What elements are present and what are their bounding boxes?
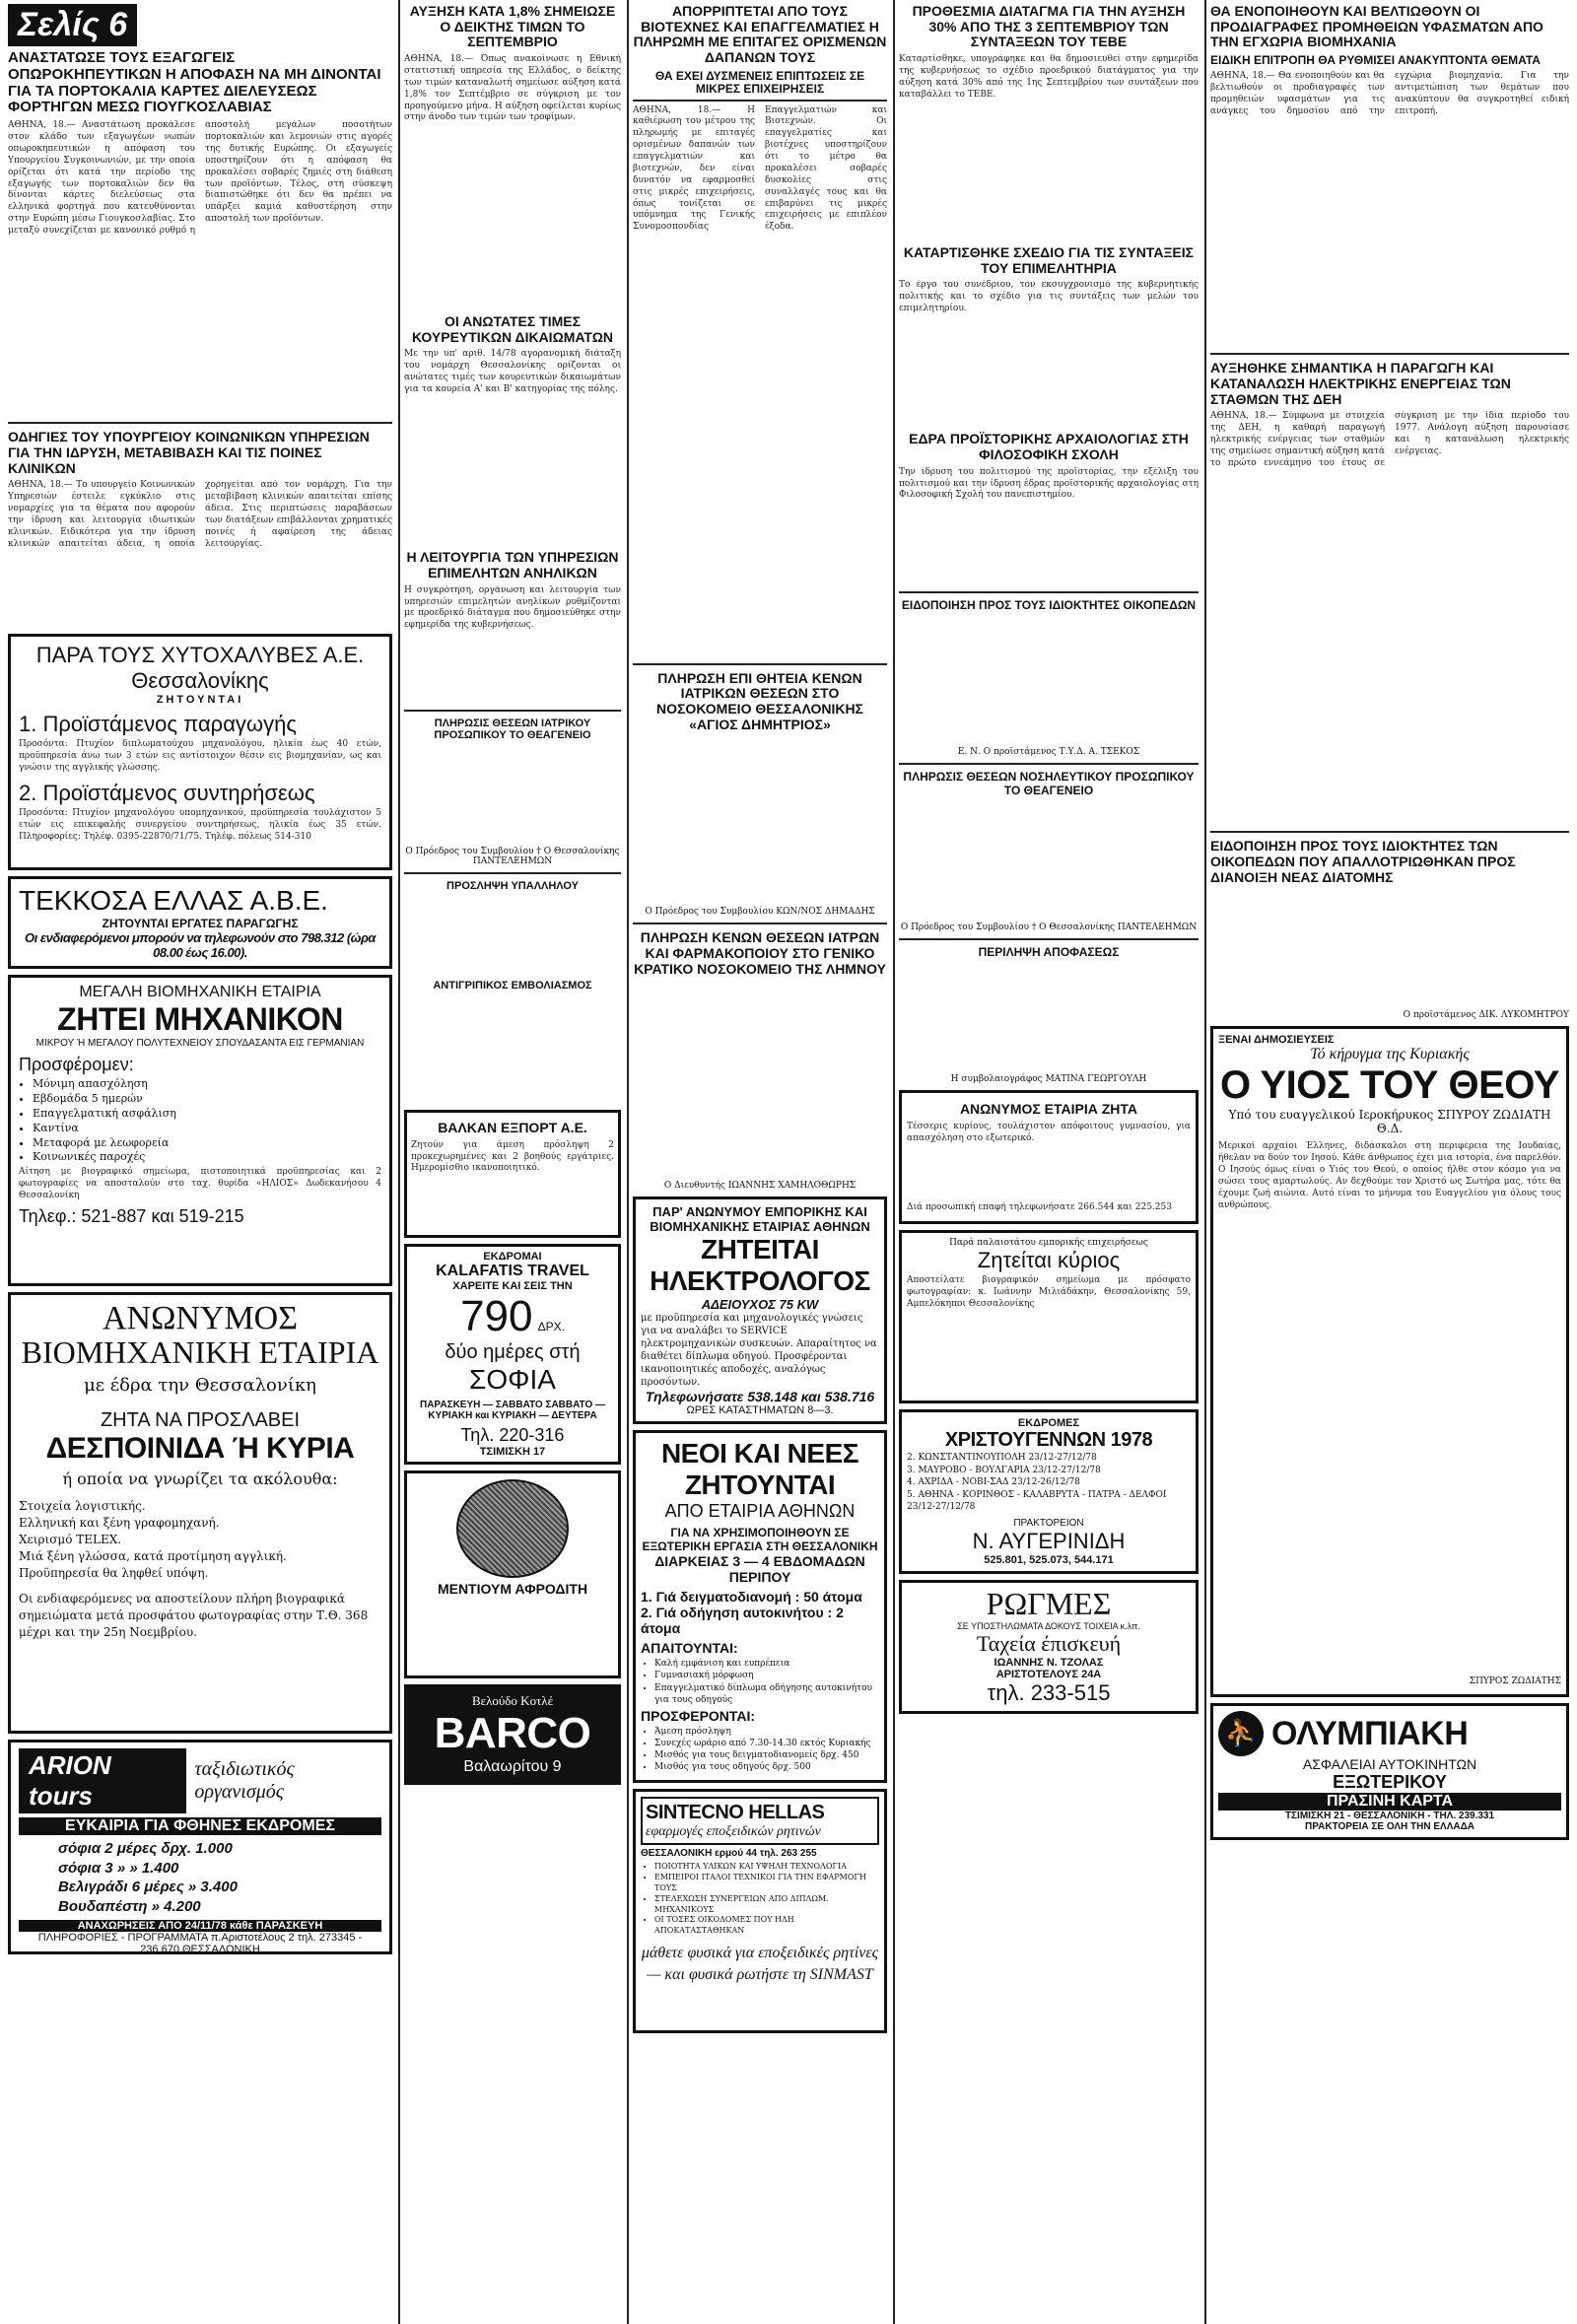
ad-brand: SINTECNO HELLAS (646, 1802, 825, 1824)
ad-brand: BARCO (434, 1709, 591, 1758)
ad-city: ΣΟΦΙΑ (469, 1363, 556, 1395)
ad-subtitle: ΑΣΦΑΛΕΙΑΙ ΑΥΤΟΚΙΝΗΤΩΝ (1302, 1756, 1477, 1773)
notice-signature: Ο Πρόεδρος του Συμβουλίου ΚΩΝ/ΝΟΣ ΔΗΜΑΔΗΣ (645, 907, 875, 918)
notice-body (404, 995, 621, 1104)
column-divider (893, 0, 895, 2324)
column-divider (627, 0, 629, 2324)
ad-address: ΤΣΙΜΙΣΚΗ 17 (479, 1445, 546, 1458)
ad-currency: ΔΡΧ. (537, 1319, 565, 1333)
ad-phone: Τηλεφ.: 521-887 και 519-215 (19, 1205, 244, 1226)
ad-address: ΘΕΣΣΑΛΟΝΙΚΗ ερμού 44 τηλ. 263 255 (641, 1848, 817, 1860)
ad-who: ΔΕΣΠΟΙΝΙΔΑ Ή ΚΥΡΙΑ (45, 1432, 355, 1466)
job-text: Προσόντα: Πτυχίον μηχανολόγου υπομηχανικού, προϋπηρεσία τουλάχιστον 5 ετών εις επικεφαλής συνεργείου συντηρήσεως, ηλικία έως 35 ετών. Πληροφορίες: Τηλέφ. 0395-22870/71/75. Τηλέφ. πόλεως 514-310 (19, 807, 381, 842)
ad-secretary (8, 1292, 392, 1734)
article-headline: ΟΔΗΓΙΕΣ ΤΟΥ ΥΠΟΥΡΓΕΙΟΥ ΚΟΙΝΩΝΙΚΩΝ ΥΠΗΡΕΣΙΩΝ ΓΙΑ ΤΗΝ ΙΔΡΥΣΗ, ΜΕΤΑΒΙΒΑΣΗ ΚΑΙ ΤΙΣ ΠΟΙΝΕΣ ΚΛΙΝΙΚΩΝ (8, 429, 370, 476)
list-item: • Συνεχές ωράριο από 7.30-14.30 εκτός Κυριακής (654, 1738, 879, 1749)
notice-signature: Ε. Ν. Ο προϊστάμενος Τ.Υ.Δ. Α. ΤΣΕΚΟΣ (957, 747, 1140, 758)
notice-body (899, 616, 1199, 744)
article-body: Την ίδρυση του πολιτισμού της προϊστορίας, την εξέλιξη του πολιτισμού και την ίδρυση έδρας προϊστορικής αρχαιολογίας στη Φιλοσοφική Σχολή του πανεπιστημίου. (899, 466, 1199, 501)
article-headline: ΑΥΞΗΘΗΚΕ ΣΗΜΑΝΤΙΚΑ Η ΠΑΡΑΓΩΓΗ ΚΑΙ ΚΑΤΑΝΑΛΩΣΗ ΗΛΕΚΤΡΙΚΗΣ ΕΝΕΡΓΕΙΑΣ ΤΩΝ ΣΤΑΘΜΩΝ ΤΗΣ ΔΕΗ (1210, 360, 1511, 407)
ad-address: ΑΡΙΣΤΟΤΕΛΟΥΣ 24Α (995, 1668, 1102, 1680)
portrait-photo (456, 1479, 569, 1578)
article-headline: ΕΔΡΑ ΠΡΟΪΣΤΟΡΙΚΗΣ ΑΡΧΑΙΟΛΟΓΙΑΣ ΣΤΗ ΦΙΛΟΣΟΦΙΚΗ ΣΧΟΛΗ (909, 431, 1189, 463)
ad-title: ΧΡΙΣΤΟΥΓΕΝΝΩΝ 1978 (944, 1429, 1153, 1451)
ad-subtitle: ΖΗΤΟΥΝΤΑΙ (156, 694, 244, 707)
ad-address: ΤΣΙΜΙΣΚΗ 21 - ΘΕΣΣΑΛΟΝΙΚΗ - ΤΗΛ. 239.331 (1284, 1811, 1495, 1822)
article-body (633, 981, 887, 1178)
article-headline: ΕΙΔΟΠΟΙΗΣΗ ΠΡΟΣ ΤΟΥΣ ΙΔΙΟΚΤΗΤΕΣ ΤΩΝ ΟΙΚΟΠΕΔΩΝ ΠΟΥ ΑΠΑΛΛΟΤΡΙΩΘΗΚΑΝ ΠΡΟΣ ΔΙΑΝΟΙΞΗ ΝΕΑΣ ΔΙΑΤΟΜΗΣ (1210, 838, 1516, 885)
job-text: Προσόντα: Πτυχίον διπλωματούχου μηχανολόγου, ηλικία έως 40 ετών, προϋπηρεσία άνω των 3 ετών εις αντίστοιχον θέσιν εις βιομηχανίαν, ως και γνώσιν της αγγλικής γλώσσης. (19, 739, 381, 773)
ad-agency: Ν. ΑΥΓΕΡΙΝΙΔΗ (972, 1528, 1126, 1553)
column-5 (1210, 0, 1569, 2324)
ad-info: ΠΛΗΡΟΦΟΡΙΕΣ - ΠΡΟΓΡΑΜΜΑΤΑ π.Αριστοτέλους 2 τηλ. 273345 - 236.670 ΘΕΣΣΑΛΟΝΙΚΗ (37, 1932, 363, 1956)
ad-subtitle: ΕΞΩΤΕΡΙΚΟΥ (1333, 1772, 1447, 1793)
ad-footer: ΠΡΑΚΤΟΡΕΙΑ ΣΕ ΟΛΗ ΤΗΝ ΕΛΛΑΔΑ (1304, 1821, 1475, 1833)
ad-young-people (633, 1430, 887, 1783)
notice-body (404, 745, 621, 844)
trip-row: 4. ΑΧΡΙΔΑ - ΝΟΒΙ-ΣΑΔ 23/12-26/12/78 (907, 1477, 1080, 1488)
ad-seek: ΖΗΤΑ ΝΑ ΠΡΟΣΛΑΒΕΙ (100, 1409, 301, 1432)
list-item: • ΟΙ ΤΟΣΕΣ ΟΙΚΟΔΟΜΕΣ ΠΟΥ ΗΔΗ ΑΠΟΚΑΤΑΣΤΑΘΗΚΑΝ (654, 1915, 879, 1937)
article-body: Μερικοί αρχαίοι Έλληνες, διδάσκαλοι στη περιφέρεια της Ιουδαίας, ήθελαν να δούν τον Ιησού. Κάθε άνθρωπος έχει μια ιστορία, ένα παρελθόν. Ο Ιησούς όμως είναι ο Υιός του Θεού, ο οποίος ήλθε στον κόσμο για να σώσει τους αμαρτωλούς. Αν δεχθούμε τον Χριστό ως Σωτήρα μας, τότε θα έχουμε ζωή αιώνια. Αυτό είναι το μήνυμα του Ευαγγελίου για όλους τους ανθρώπους. (1218, 1141, 1561, 1210)
article-body: Η συγκρότηση, οργάνωση και λειτουργία των υπηρεσιών επιμελητών ανηλίκων ρυθμίζονται με προεδρικό διάταγμα που δημοσιεύθηκε στην εφημερίδα της κυβερνήσεως. (404, 584, 621, 631)
notice-signature: Ο Διευθυντής ΙΩΑΝΝΗΣ ΧΑΜΗΛΟΘΩΡΗΣ (663, 1181, 857, 1192)
list-item: • Επαγγελματικό δίπλωμα οδήγησης αυτοκινήτου για τους οδηγούς (654, 1682, 879, 1706)
ad-title: ΜΕΝΤΙΟΥΜ ΑΦΡΟΔΙΤΗ (437, 1580, 588, 1597)
article-body (1210, 889, 1569, 1007)
list-item: Χειρισμό TELEX. (19, 1533, 122, 1547)
ad-body: με προϋπηρεσία και μηχανολογικές γνώσεις για να αναλάβει το SERVICE ηλεκτρομηχανικών συσκευών. Απαραίτητος να διαθέτει δίπλωμα οδηγού. Προσφέρονται ικανοποιητικές αποδοχές, αναλόγως προσόντων. (641, 1313, 877, 1389)
ad-aphrodite (404, 1470, 621, 1679)
article-body: ΑΘΗΝΑ, 18.— Όπως ανακοίνωσε η Εθνική στατιστική υπηρεσία της Ελλάδος, ο δείκτης των τιμών καταναλωτή σημείωσε αύξηση κατά 1,8% τον Σεπτέμβριο σε σύγκριση με τον προηγούμενο μήνα. Η αύξηση οφείλεται κυρίως στην άνοδο των τιμών των τροφίμων. (404, 54, 621, 123)
ad-body (411, 1601, 614, 1670)
ad-brand: ΟΛΥΜΠΙΑΚΗ (1271, 1714, 1469, 1752)
article-body: Με την υπ' αριθ. 14/78 αγορανομική διάταξη του νομάρχη Θεσσαλονίκης ορίζονται οι ανώτατες τιμές των κουρευτικών δικαιωμάτων για τα κουρεία Α' και Β' κατηγορίας της πόλης. (404, 349, 621, 394)
section-masthead (8, 4, 392, 46)
list-item: • Μόνιμη απασχόληση (33, 1077, 381, 1092)
ad-pretitle: ΕΚΔΡΟΜΑΙ (483, 1250, 542, 1263)
notice-body (899, 963, 1199, 1071)
ad-card: ΠΡΑΣΙΝΗ ΚΑΡΤΑ (1218, 1793, 1561, 1811)
ad-title: ΑΝΩΝΥΜΟΣ ΕΤΑΙΡΙΑ ΖΗΤΑ (959, 1101, 1138, 1118)
price-row: σόφια 2 μέρες δρχ. 1.000 (58, 1840, 233, 1858)
article-body: ΑΘΗΝΑ, 18.— Το υπουργείο Κοινωνικών Υπηρεσιών έστειλε εγκύκλιο στις νομαρχίες για τα θέματα που αφορούν την ίδρυση και λειτουργία ιδιωτικών κλινικών. Ειδικότερα για την ίδρυση κλινικών απαιτείται άδεια, η οποία χορηγείται από τον νομάρχη. Για την μεταβίβαση κλινικών απαιτείται επίσης άδεια. Στις περιπτώσεις παραβάσεων των διατάξεων επιβάλλονται χρηματικές ποινές ή αφαίρεση της άδειας λειτουργίας. (8, 480, 392, 549)
article-headline: ΑΝΑΣΤΑΤΩΣΕ ΤΟΥΣ ΕΞΑΓΩΓΕΙΣ ΟΠΩΡΟΚΗΠΕΥΤΙΚΩΝ Η ΑΠΟΦΑΣΗ ΝΑ ΜΗ ΔΙΝΟΝΤΑΙ ΓΙΑ ΤΑ ΠΟΡΤΟΚΑΛΙΑ ΚΑΡΤΕΣ ΔΙΕΛΕΥΣΕΩΣ ΦΟΡΤΗΓΩΝ ΜΕΣΩ ΓΙΟΥΓΚΟΣΛΑΒΙΑΣ (8, 49, 381, 116)
list-item: • Μισθός για τους δειγματοδιανομείς δρχ. 450 (654, 1749, 879, 1761)
req-list (654, 1658, 879, 1706)
list-item: Ελληνική και ξένη γραφομηχανή. (19, 1516, 220, 1531)
ad-subtitle: ΣΕ ΥΠΟΣΤΗΛΩΜΑΤΑ ΔΟΚΟΥΣ ΤΟΙΧΕΙΑ κ.λπ. (957, 1620, 1140, 1631)
article-body: Το έργο του συνέδριου, τον εκσυγχρονισμό της κυβερνητικής πολιτικής και το σχέδιο για τις συντάξεις των μελών του επιμελητηρίου. (899, 280, 1199, 314)
ad-subtitle: με έδρα την Θεσσαλονίκη (84, 1375, 316, 1397)
ad-hours: ΩΡΕΣ ΚΑΤΑΣΤΗΜΑΤΩΝ 8—3. (686, 1404, 834, 1417)
list-item: Στοιχεία λογιστικής. (19, 1499, 146, 1514)
article-body: ΑΘΗΝΑ, 18.— Αναστάτωση προκάλεσε στον κλάδο των εξαγωγέων νωπών οπωροκηπευτικών η απόφαση του Υπουργείου Συγκοινωνιών, με την οποία ορίζεται ότι κατά την περίοδο της εξαγωγής των πορτοκαλιών δεν θα δίνονται κάρτες διελεύσεως στα ελληνικά φορτηγά που κατευθύνονται στην Ευρώπη μέσω Γιουγκοσλαβίας. Στο μεταξύ συνεχίζεται με κανονικό ρυθμό η αποστολή μεγάλων ποσοτήτων πορτοκαλιών και λεμονιών στις αγορές της δυτικής Ευρώπης. Οι εξαγωγείς υποστηρίζουν ότι η απόφαση θα προκαλέσει σοβαρές ζημιές στη διάθεση των προϊόντων. Τέλος, στη σύσκεψη διαπιστώθηκε ότι δεν θα πρέπει να υπάρξει καμιά καθυστέρηση στην αποστολή των προϊόντων. (8, 120, 392, 237)
job-title: 2. Προϊστάμενος συντηρήσεως (19, 780, 315, 805)
column-3 (633, 0, 887, 2324)
ad-line: Ταχεία έπισκευή (976, 1630, 1122, 1656)
ad-cracks (899, 1580, 1199, 1714)
ad-title: ΒΑΛΚΑΝ ΕΞΠΟΡΤ Α.Ε. (438, 1119, 587, 1135)
article-headline: ΠΛΗΡΩΣΗ ΕΠΙ ΘΗΤΕΙΑ ΚΕΝΩΝ ΙΑΤΡΙΚΩΝ ΘΕΣΕΩΝ ΣΤΟ ΝΟΣΟΚΟΜΕΙΟ ΘΕΣΣΑΛΟΝΙΚΗΣ «ΑΓΙΟΣ ΔΗΜΗΤΡΙΟΣ» (656, 669, 863, 732)
article-signature: ΣΠΥΡΟΣ ΖΩΔΙΑΤΗΣ (1469, 1676, 1561, 1687)
list-item: • Μισθός για τους οδηγούς δρχ. 500 (654, 1761, 879, 1773)
article-body (633, 736, 887, 904)
list-item: Μιά ξένη γλώσσα, κατά προτίμηση αγγλική. (19, 1548, 287, 1563)
column-1 (8, 0, 392, 2324)
job-title: 1. Προϊστάμενος παραγωγής (19, 712, 297, 737)
article-headline: Η ΛΕΙΤΟΥΡΓΙΑ ΤΩΝ ΥΠΗΡΕΣΙΩΝ ΕΠΙΜΕΛΗΤΩΝ ΑΝΗΛΙΚΩΝ (406, 549, 619, 581)
notice-headline: ΠΕΡΙΛΗΨΗ ΑΠΟΦΑΣΕΩΣ (978, 945, 1120, 960)
ad-christmas-trips (899, 1409, 1199, 1574)
column-4 (899, 0, 1199, 2324)
article-body: ΑΘΗΝΑ, 18.— Η καθιέρωση του μέτρου της πληρωμής με επιταγές ορισμένων δαπανών των επαγγελματιών και βιοτεχνών, δεν είναι δυνατόν να εφαρμοσθεί στις μικρές επιχειρήσεις, όπως τονίζεται σε υπόμνημα της Γενικής Συνομοσπονδίας Επαγγελματιών και Βιοτεχνών. Οι επαγγελματίες και βιοτέχνες υποστηρίζουν ότι το μέτρο θα προκαλέσει σοβαρές δυσκολίες στις συναλλαγές τους και θα επιβαρύνει τις μικρές επιχειρήσεις με επιπλέον έξοδα. (633, 104, 887, 233)
ad-subtitle: ΖΗΤΟΥΝΤΑΙ ΕΡΓΑΤΕΣ ΠΑΡΑΓΩΓΗΣ (102, 917, 299, 931)
list-item: • Άμεση πρόσληψη (654, 1726, 879, 1738)
list-item: • Κοινωνικές παροχές (33, 1150, 381, 1165)
ad-tagline: ταξιδιωτικός οργανισμός (194, 1758, 295, 1804)
article-byline: Υπό του ευαγγελικού Ιεροκήρυκος ΣΠΥΡΟΥ ΖΩΔΙΑΤΗ Θ.Δ. (1228, 1108, 1551, 1136)
ad-title: ΖΗΤΕΙ ΜΗΧΑΝΙΚΟΝ (57, 1001, 343, 1038)
offer-list (33, 1077, 381, 1165)
list-item: • ΣΤΕΛΕΧΩΣΗ ΣΥΝΕΡΓΕΙΩΝ ΑΠΟ ΔΙΠΛΩΜ. ΜΗΧΑΝΙΚΟΥΣ (654, 1894, 879, 1916)
ad-title: ΒΙΟΜΗΧΑΝΙΚΗ ΕΤΑΙΡΙΑ (21, 1333, 379, 1370)
ad-headline: ΕΥΚΑΙΡΙΑ ΓΙΑ ΦΘΗΝΕΣ ΕΚΔΡΟΜΕΣ (19, 1817, 381, 1835)
ad-pretitle: Βελούδο Κοτλέ (471, 1693, 554, 1709)
section-label: Σελίς 6 (8, 4, 137, 46)
ad-line: ΧΑΡΕΙΤΕ ΚΑΙ ΣΕΙΣ ΤΗΝ (452, 1279, 573, 1292)
notice-headline: ΠΡΟΣΛΗΨΗ ΥΠΑΛΛΗΛΟΥ (446, 880, 579, 893)
offer-list (654, 1726, 879, 1774)
ad-title: ΡΩΓΜΕΣ (986, 1585, 1112, 1621)
price-row: Βουδαπέστη » 4.200 (58, 1897, 201, 1915)
runner-icon: ⛹ (1218, 1711, 1264, 1756)
ad-seeking-man (899, 1230, 1199, 1403)
ad-brand: KALAFATIS TRAVEL (436, 1262, 589, 1279)
ad-subtitle: ΜΙΚΡΟΥ Ή ΜΕΓΑΛΟΥ ΠΟΛΥΤΕΧΝΕΙΟΥ ΣΠΟΥΔΑΣΑΝΤΑ ΕΙΣ ΓΕΡΜΑΝΙΑΝ (35, 1038, 365, 1050)
list-item: • ΕΜΠΕΙΡΟΙ ΙΤΑΛΟΙ ΤΕΧΝΙΚΟΙ ΓΙΑ ΤΗΝ ΕΦΑΡΜΟΓΗ ΤΟΥΣ (654, 1873, 879, 1894)
ad-pretitle: ΜΕΓΑΛΗ ΒΙΟΜΗΧΑΝΙΚΗ ΕΤΑΙΡΙΑ (79, 984, 321, 1001)
ad-title: ΑΠΟ ΕΤΑΙΡΙΑ ΑΘΗΝΩΝ (664, 1501, 856, 1522)
article-title: Ο ΥΙΟΣ ΤΟΥ ΘΕΟΥ (1219, 1063, 1559, 1108)
list-item: • Καντίνα (33, 1122, 381, 1136)
article-subheadline: ΕΙΔΙΚΗ ΕΠΙΤΡΟΠΗ ΘΑ ΡΥΘΜΙΣΕΙ ΑΝΑΚΥΠΤΟΝΤΑ ΘΕΜΑΤΑ (1210, 53, 1541, 68)
article-headline: ΠΛΗΡΩΣΗ ΚΕΝΩΝ ΘΕΣΕΩΝ ΙΑΤΡΩΝ ΚΑΙ ΦΑΡΜΑΚΟΠΟΙΟΥ ΣΤΟ ΓΕΝΙΚΟ ΚΡΑΤΙΚΟ ΝΟΣΟΚΟΜΕΙΟ ΤΗΣ ΛΗΜΝΟΥ (634, 929, 886, 977)
column-2 (404, 0, 621, 2324)
notice-signature: Η συμβολαιογράφος ΜΑΤΙΝΑ ΓΕΩΡΓΟΥΛΗ (950, 1074, 1147, 1085)
ad-duration: ΔΙΑΡΚΕΙΑΣ 3 — 4 ΕΒΔΟΜΑΔΩΝ ΠΕΡΙΠΟΥ (654, 1553, 865, 1586)
ad-body: Αποστείλατε βιογραφικόν σημείωμα με πρόσφατο φωτογραφίαν: κ. Ιωάννην Μιλιάδάκην, Θεσσαλονίκης 59, Αμπελόκηποι Θεσσαλονίκης (907, 1275, 1191, 1309)
ad-text: Οι ενδιαφερόμενοι μπορούν να τηλεφωνούν στο 798.312 (ώρα 08.00 έως 16.00). (25, 930, 376, 961)
trip-row: 5. ΑΘΗΝΑ - ΚΟΡΙΝΘΟΣ - ΚΑΛΑΒΡΥΤΑ - ΠΑΤΡΑ - ΔΕΛΦΟΙ 23/12-27/12/78 (907, 1489, 1167, 1513)
list-item: Προϋπηρεσία θα ληφθεί υπόψη. (19, 1565, 209, 1580)
column-divider (398, 0, 400, 2324)
list-item: • Καλή εμφάνιση και ευπρέπεια (654, 1658, 879, 1670)
article-headline: ΠΡΟΘΕΣΜΙΑ ΔΙΑΤΑΓΜΑ ΓΙΑ ΤΗΝ ΑΥΞΗΣΗ 30% ΑΠΟ ΤΗΣ 3 ΣΕΠΤΕΜΒΡΙΟΥ ΤΩΝ ΣΥΝΤΑΞΕΩΝ ΤΟΥ ΤΕΒΕ (912, 3, 1186, 50)
trip-row: 3. ΜΑΥΡΟΒΟ - ΒΟΥΛΓΑΡΙΑ 23/12-27/12/78 (907, 1465, 1101, 1475)
ad-text: Αίτηση με βιογραφικό σημείωμα, πιστοποιητικά προϋπηρεσίας και 2 φωτογραφίες να αποσταλούν στο ταχ. θυρίδα «ΗΛΙΟΣ» Δωδεκανήσου 4 Θεσσαλονίκη (19, 1167, 381, 1201)
section-label: ΞΕΝΑΙ ΔΗΜΟΣΙΕΥΣΕΙΣ (1218, 1034, 1335, 1047)
ad-slogan: μάθετε φυσικά για εποξειδικές ρητίνες — και φυσικά ρωτήστε τη SINMAST (641, 1944, 879, 1984)
feature-list (654, 1862, 879, 1937)
ad-pretitle: Παρά παλαιοτάτου εμπορικής επιχειρήσεως (949, 1238, 1148, 1248)
ad-pretitle: ΕΚΔΡΟΜΕΣ (1017, 1417, 1080, 1429)
ad-subtitle: ΑΔΕΙΟΥΧΟΣ 75 KW (701, 1297, 819, 1313)
article-headline: ΚΑΤΑΡΤΙΣΘΗΚΕ ΣΧΕΔΙΟ ΓΙΑ ΤΙΣ ΣΥΝΤΑΞΕΙΣ ΤΟΥ ΕΠΙΜΕΛΗΤΗΡΙΑ (903, 244, 1195, 276)
ad-body: Τέσσερις κυρίους, τουλάχιστον απόφοιτους γυμνασίου, για απασχόληση στο εξωτερικό. (907, 1122, 1191, 1143)
ad-olympiaki (1210, 1703, 1569, 1840)
list-item: • Επαγγελματική ασφάλιση (33, 1107, 381, 1122)
price-row: σόφια 3 » » 1.400 (58, 1859, 179, 1877)
notice-signature: Ο προϊστάμενος ΔΙΚ. ΛΥΚΟΜΗΤΡΟΥ (1403, 1010, 1569, 1021)
trip-row: 2. ΚΩΝΣΤΑΝΤΙΝΟΥΠΟΛΗ 23/12-27/12/78 (907, 1453, 1097, 1463)
ad-title: ΑΝΩΝΥΜΟΣ (102, 1300, 299, 1337)
price-row: Βελιγράδι 6 μέρες » 3.400 (58, 1879, 238, 1896)
price-list (19, 1839, 381, 1916)
ad-row: 2. Γιά οδήγηση αυτοκινήτου : 2 άτομα (641, 1605, 844, 1637)
offer-label: Προσφέρομεν: (19, 1055, 134, 1075)
req-list (19, 1498, 381, 1581)
sermon-article (1210, 1026, 1569, 1697)
notice-headline: ΕΙΔΟΠΟΙΗΣΗ ΠΡΟΣ ΤΟΥΣ ΙΔΙΟΚΤΗΤΕΣ ΟΙΚΟΠΕΔΩΝ (901, 597, 1197, 612)
article-headline: ΘΑ ΕΝΟΠΟΙΗΘΟΥΝ ΚΑΙ ΒΕΛΤΙΩΘΟΥΝ ΟΙ ΠΡΟΔΙΑΓΡΑΦΕΣ ΠΡΟΜΗΘΕΙΩΝ ΥΦΑΣΜΑΤΩΝ ΑΠΟ ΤΗΝ ΕΓΧΩΡΙΑ ΒΙΟΜΗΧΑΝΙΑ (1210, 3, 1543, 50)
ad-kalafatis (404, 1244, 621, 1465)
ad-phone: τηλ. 233-515 (987, 1679, 1111, 1705)
ad-title: ΠΑΡΑ ΤΟΥΣ ΧΥΤΟΧΑΛΥΒΕΣ Α.Ε. Θεσσαλονίκης (35, 643, 365, 694)
ad-subtitle: ΓΙΑ ΝΑ ΧΡΗΣΙΜΟΠΟΙΗΘΟΥΝ ΣΕ ΕΞΩΤΕΡΙΚΗ ΕΡΓΑΣΙΑ ΣΤΗ ΘΕΣΣΑΛΟΝΙΚΗ (642, 1526, 878, 1554)
ad-agency-label: ΠΡΑΚΤΟΡΕΙΟΝ (1013, 1517, 1084, 1529)
list-item: • Μεταφορά με λεωφορεία (33, 1136, 381, 1151)
notice-headline: ΑΝΤΙΓΡΙΠΙΚΟΣ ΕΜΒΟΛΙΑΣΜΟΣ (433, 979, 592, 991)
list-item: • Γυμνασιακή μόρφωση (654, 1670, 879, 1681)
trip-list (907, 1452, 1191, 1514)
ad-phone: Διά προσωπική επαφή τηλεφωνήσατε 266.544 και 225.253 (907, 1202, 1172, 1213)
article-headline: ΑΥΞΗΣΗ ΚΑΤΑ 1,8% ΣΗΜΕΙΩΣΕ Ο ΔΕΙΚΤΗΣ ΤΙΜΩΝ ΤΟ ΣΕΠΤΕΜΒΡΙΟ (409, 3, 616, 50)
ad-name: ΙΩΑΝΝΗΣ Ν. ΤΖΟΛΑΣ (994, 1656, 1104, 1669)
notice-headline: ΠΛΗΡΩΣΙΣ ΘΕΣΕΩΝ ΙΑΤΡΙΚΟΥ ΠΡΟΣΩΠΙΚΟΥ ΤΟ ΘΕΑΓΕΝΕΙΟ (434, 717, 591, 742)
ad-pretitle: ΠΑΡ' ΑΝΩΝΥΜΟΥ ΕΜΠΟΡΙΚΗΣ ΚΑΙ ΒΙΟΜΗΧΑΝΙΚΗΣ ΕΤΑΙΡΙΑΣ ΑΘΗΝΩΝ (650, 1204, 870, 1235)
column-divider (1204, 0, 1206, 2324)
notice-signature: Ο Πρόεδρος του Συμβουλίου † Ο Θεσσαλονίκης ΠΑΝΤΕΛΕΗΜΩΝ (405, 847, 620, 867)
ad-title: Ζητείται κύριος (977, 1248, 1121, 1272)
ad-days: δύο ημέρες στή (445, 1340, 581, 1363)
ad-subtitle: εφαρμογές εποξειδικών ρητινών (646, 1824, 821, 1840)
ad-anonymous-company (899, 1090, 1199, 1224)
article-body: ΑΘΗΝΑ, 18.— Σύμφωνα με στοιχεία της ΔΕΗ, η καθαρή παραγωγή ηλεκτρικής ενέργειας των σταθμών της σημείωσε σημαντική αύξηση κατά το πρώτο εννεάμηνο του έτους σε σύγκριση με την ίδια περίοδο του 1977. Ανάλογη αύξηση παρουσίασε και η κατανάλωση ηλεκτρικής ενέργειας. (1210, 411, 1569, 468)
ad-balkan-export (404, 1110, 621, 1238)
ad-arion (8, 1740, 392, 1954)
ad-xytoxalyves (8, 634, 392, 870)
ad-address: Βαλαωρίτου 9 (463, 1758, 562, 1776)
ad-price: 790 (460, 1291, 533, 1340)
ad-phone: Τηλεφωνήσατε 538.148 και 538.716 (645, 1389, 875, 1405)
offer-label: ΠΡΟΣΦΕΡΟΝΤΑΙ: (641, 1707, 756, 1724)
ad-row: 1. Γιά δειγματοδιανομή : 50 άτομα (641, 1589, 862, 1606)
ad-body: Ζητούν για άμεση πρόσληψη 2 προκεχωρημένες και 2 βοηθούς εργάτριες. Ημερομίσθιο ικανοποιητικό. (411, 1139, 614, 1174)
ad-electrician (633, 1196, 887, 1424)
article-body: Καταρτίσθηκε, υπογράφηκε και θα δημοσιευθεί στην εφημερίδα της κυβερνήσεως το σχέδιο προεδρικού διατάγματος για την αύξηση κατά 30% από της 1ης Σεπτεμβρίου των συντάξεων που καταβάλλει το ΤΕΒΕ. (899, 54, 1199, 100)
article-body: ΑΘΗΝΑ, 18.— Θα ενοποιηθούν και θα βελτιωθούν οι προδιαγραφές των προμηθειών υφασμάτων για τις ανάγκες του δημοσίου από την εγχώρια βιομηχανία. Για την αντιμετώπιση των θεμάτων που ανακύπτουν θα συγκροτηθεί ειδική επιτροπή. (1210, 71, 1569, 117)
ad-req: ή οποία να γνωρίζει τα ακόλουθα: (62, 1470, 338, 1489)
list-item: • ΠΟΙΟΤΗΤΑ ΥΛΙΚΩΝ ΚΑΙ ΥΨΗΛΗ ΤΕΧΝΟΛΟΓΙΑ (654, 1862, 879, 1873)
article-subheadline: ΘΑ ΕΧΕΙ ΔΥΣΜΕΝΕΙΣ ΕΠΙΠΤΩΣΕΙΣ ΣΕ ΜΙΚΡΕΣ ΕΠΙΧΕΙΡΗΣΕΙΣ (633, 70, 887, 102)
notice-signature: Ο Πρόεδρος του Συμβουλίου † Ο Θεσσαλονίκης ΠΑΝΤΕΛΕΗΜΩΝ (900, 923, 1198, 933)
ad-tekkosa (8, 876, 392, 969)
article-headline: ΑΠΟΡΡΙΠΤΕΤΑΙ ΑΠΟ ΤΟΥΣ ΒΙΟΤΕΧΝΕΣ ΚΑΙ ΕΠΑΓΓΕΛΜΑΤΙΕΣ Η ΠΛΗΡΩΜΗ ΜΕ ΕΠΙΤΑΓΕΣ ΟΡΙΣΜΕΝΩΝ ΔΑΠΑΝΩΝ ΤΟΥΣ (633, 3, 887, 66)
req-label: ΑΠΑΙΤΟΥΝΤΑΙ: (641, 1640, 738, 1657)
ad-phone: Τηλ. 220-316 (460, 1424, 565, 1445)
ad-barco (404, 1684, 621, 1785)
notice-headline: ΠΛΗΡΩΣΙΣ ΘΕΣΕΩΝ ΝΟΣΗΛΕΥΤΙΚΟΥ ΠΡΟΣΩΠΙΚΟΥ ΤΟ ΘΕΑΓΕΝΕΙΟ (903, 770, 1195, 797)
list-item: • Εβδομάδα 5 ημερών (33, 1092, 381, 1107)
ad-title: ΤΕΚΚΟΣΑ ΕΛΛΑΣ Α.Β.Ε. (19, 885, 328, 917)
article-kicker: Τό κήρυγμα της Κυριακής (1310, 1046, 1470, 1063)
ad-phone: 525.801, 525.073, 544.171 (984, 1553, 1114, 1566)
notice-body (404, 897, 621, 976)
ad-mechanic (8, 975, 392, 1286)
article-headline: ΟΙ ΑΝΩΤΑΤΕΣ ΤΙΜΕΣ ΚΟΥΡΕΥΤΙΚΩΝ ΔΙΚΑΙΩΜΑΤΩΝ (411, 313, 614, 345)
ad-text: Οι ενδιαφερόμενες να αποστείλουν πλήρη βιογραφικά σημειώματα μετά προσφάτου φωτογραφίας στην Τ.Θ. 368 μέχρι και την 25η Νοεμβρίου. (19, 1592, 369, 1640)
notice-body (899, 801, 1199, 920)
ad-sintecno (633, 1789, 887, 2033)
ad-brand: ARION tours (19, 1748, 186, 1813)
ad-title: ΖΗΤΕΙΤΑΙ ΗΛΕΚΤΡΟΛΟΓΟΣ (650, 1234, 870, 1297)
ad-dates: ΑΝΑΧΩΡΗΣΕΙΣ ΑΠΟ 24/11/78 κάθε ΠΑΡΑΣΚΕΥΗ (19, 1920, 381, 1932)
ad-days-list: ΠΑΡΑΣΚΕΥΗ — ΣΑΒΒΑΤΟ ΣΑΒΒΑΤΟ — ΚΥΡΙΑΚΗ και ΚΥΡΙΑΚΗ — ΔΕΥΤΕΡΑ (419, 1399, 606, 1421)
ad-title: ΝΕΟΙ ΚΑΙ ΝΕΕΣ ΖΗΤΟΥΝΤΑΙ (660, 1438, 859, 1501)
